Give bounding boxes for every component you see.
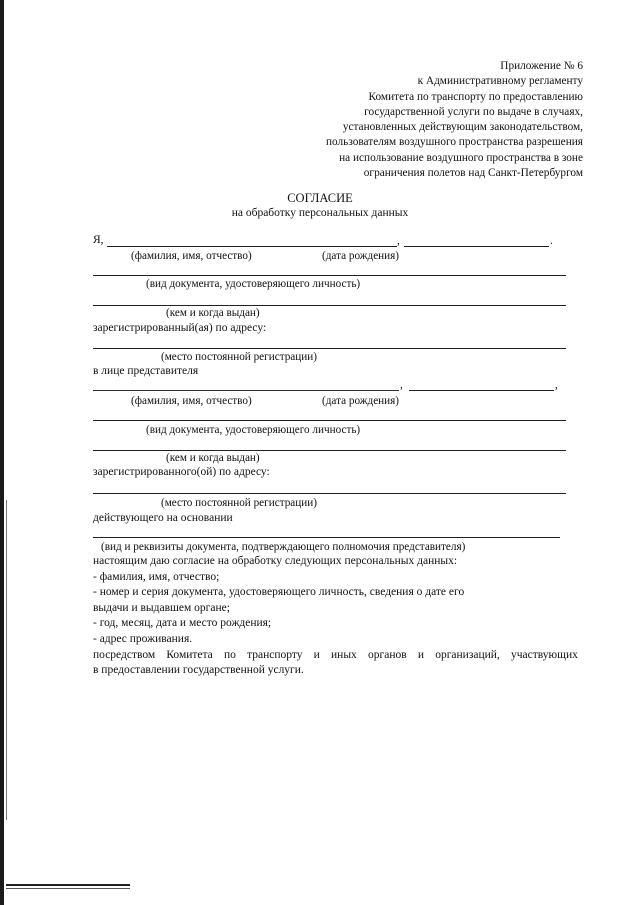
id-document-blank[interactable] — [93, 275, 566, 276]
closing-word: организаций, — [435, 648, 500, 661]
caption-residence: (место постоянной регистрации) — [161, 351, 317, 363]
representative-label: в лице представителя — [93, 365, 199, 377]
rep-dob-blank[interactable] — [409, 390, 554, 391]
consent-item: - номер и серия документа, удостоверяющего личность, сведения о дате его — [93, 586, 465, 599]
closing-word: транспорту — [247, 648, 303, 661]
rep-issued-by-blank[interactable] — [93, 450, 566, 451]
header-line: государственной услуги по выдаче в случаях, — [364, 105, 583, 118]
consent-item: выдачи и выдавшем органе; — [93, 601, 230, 614]
consent-closing-line-2: в предоставлении государственной услуги. — [93, 664, 304, 677]
rep-caption-id-document: (вид документа, удостоверяющего личность) — [146, 424, 361, 436]
rep-caption-fio: (фамилия, имя, отчество) — [131, 395, 252, 407]
registered-label: зарегистрированный(ая) по адресу: — [93, 322, 267, 334]
document-subtitle: на обработку персональных данных — [231, 207, 409, 219]
closing-word: и — [313, 648, 320, 661]
period-separator: . — [550, 235, 553, 247]
closing-word: иных — [331, 648, 357, 661]
rep-residence-blank[interactable] — [93, 493, 566, 494]
rep-id-document-blank[interactable] — [93, 420, 566, 421]
authority-document-blank[interactable] — [93, 537, 560, 538]
appendix-header — [243, 59, 583, 181]
scan-edge-line — [6, 500, 7, 820]
scan-edge-bar — [0, 0, 4, 905]
residence-blank[interactable] — [93, 348, 566, 349]
consent-item: - адрес проживания. — [93, 632, 193, 645]
consent-intro: настоящим даю согласие на обработку следующих персональных данных: — [93, 555, 458, 567]
caption-fio: (фамилия, имя, отчество) — [131, 250, 252, 262]
issued-by-blank[interactable] — [93, 305, 566, 306]
caption-authority-document: (вид и реквизиты документа, подтверждающего полномочия представителя) — [101, 541, 466, 553]
closing-word: органов — [368, 648, 407, 661]
consent-item: - год, месяц, дата и место рождения; — [93, 617, 272, 630]
comma-separator: , — [555, 379, 558, 391]
rep-caption-dob: (дата рождения) — [322, 395, 400, 407]
fio-blank[interactable] — [107, 246, 397, 247]
closing-word: по — [223, 648, 236, 661]
rep-caption-issued-by: (кем и когда выдан) — [166, 452, 260, 464]
caption-id-document: (вид документа, удостоверяющего личность) — [146, 278, 361, 290]
caption-dob: (дата рождения) — [322, 250, 400, 262]
rep-registered-label: зарегистрированного(ой) по адресу: — [93, 466, 270, 478]
consent-closing-line-1 — [93, 648, 578, 664]
closing-word: участвующих — [511, 648, 578, 661]
header-line: Комитета по транспорту по предоставлению — [368, 90, 583, 103]
header-line: на использование воздушного пространства в зоне — [339, 151, 583, 164]
header-line: установленных действующим законодательством, — [342, 121, 583, 134]
closing-word: Комитета — [166, 648, 213, 661]
closing-word: и — [417, 648, 424, 661]
consent-body — [93, 554, 578, 679]
header-line: пользователям воздушного пространства разрешения — [325, 136, 583, 149]
footnote-rule-secondary — [6, 888, 130, 889]
closing-word: посредством — [93, 648, 156, 661]
dob-blank[interactable] — [404, 246, 549, 247]
header-line: к Административному регламенту — [417, 75, 583, 88]
footnote-rule — [6, 884, 130, 886]
prefix-i: Я, — [93, 234, 104, 246]
acting-basis-label: действующего на основании — [93, 512, 233, 524]
comma-separator: , — [397, 235, 400, 247]
rep-caption-residence: (место постоянной регистрации) — [161, 497, 317, 509]
rep-fio-blank[interactable] — [93, 390, 399, 391]
header-line: Приложение № 6 — [500, 60, 583, 72]
header-line: ограничения полетов над Санкт-Петербургом — [363, 167, 583, 180]
document-title: СОГЛАСИЕ — [287, 191, 353, 205]
consent-item: - фамилия, имя, отчество; — [93, 570, 220, 583]
comma-separator: , — [400, 379, 403, 391]
caption-issued-by: (кем и когда выдан) — [166, 307, 260, 319]
